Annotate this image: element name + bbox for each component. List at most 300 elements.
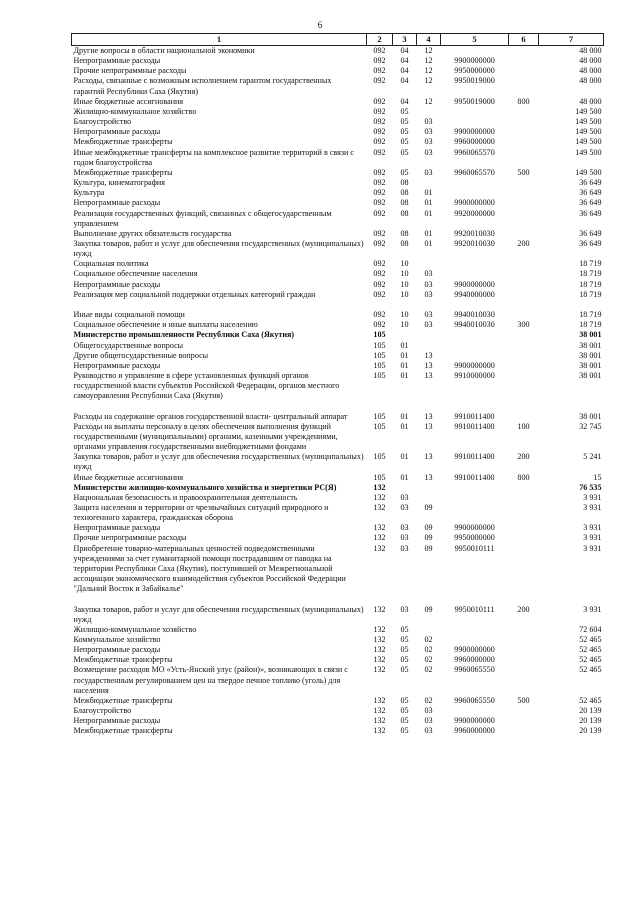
header-col-4: 4 [417,34,441,46]
cell-ministry-code: 105 [373,370,386,380]
cell-description: Жилищно-коммунальное хозяйство [73,624,197,634]
cell-expense-type [509,483,539,493]
cell-amount: 52 465 [579,645,602,655]
cell-description: Прочие непрограммные расходы [73,533,187,543]
cell-target-article: 9910011400 [454,472,495,482]
cell-target-article: 9950000000 [454,66,495,76]
cell-section: 05 [400,726,409,736]
cell-section: 08 [400,198,409,208]
cell-ministry-code: 132 [373,665,386,675]
cell-target-article: 9920000000 [454,208,495,218]
cell-description: Коммунальное хозяйство [73,635,161,645]
cell-expense-type [509,127,539,137]
cell-target-article [441,188,509,198]
cell-expense-type [509,107,539,117]
cell-ministry-code: 092 [373,238,386,248]
table-row [72,696,604,706]
table-row [72,148,604,168]
cell-amount: 3 931 [583,492,602,502]
cell-description: Жилищно-коммунальное хозяйство [73,106,197,116]
cell-amount: 38 001 [579,340,602,350]
cell-ministry-code: 132 [373,482,386,492]
cell-section: 08 [400,188,409,198]
cell-expense-type [509,66,539,76]
cell-description: Социальное обеспечение населения [73,269,198,279]
table-row [72,594,604,604]
cell-description: Расходы на содержание органов государственной власти- центральный аппарат [73,411,348,421]
cell-subsection: 03 [424,167,433,177]
table-row [72,127,604,137]
cell-ministry-code: 132 [373,645,386,655]
cell-expense-type [509,716,539,726]
cell-expense-type [509,290,539,300]
cell-description: Расходы на выплаты персоналу в целях обеспечения выполнения функций государственными (муниципальными) органами, казенными учреждениями, органами управления государственными внебюджетными фондами [73,421,338,452]
table-row [72,645,604,655]
cell-description: Межбюджетные трансферты [73,655,173,665]
table-row [72,259,604,269]
cell-section: 05 [400,147,409,157]
cell-subsection: 01 [424,198,433,208]
table-row [72,493,604,503]
cell-amount [539,300,604,310]
cell-subsection: 03 [424,269,433,279]
cell-subsection [417,493,441,503]
table-row [72,280,604,290]
cell-target-article: 9940010030 [454,310,495,320]
cell-section: 05 [400,137,409,147]
table-row [72,239,604,259]
cell-section: 01 [400,360,409,370]
cell-section: 05 [400,655,409,665]
cell-expense-type [509,46,539,57]
cell-ministry-code: 092 [373,188,386,198]
cell-section: 08 [400,208,409,218]
table-row [72,412,604,422]
cell-expense-type [509,56,539,66]
header-col-3: 3 [393,34,417,46]
budget-table [71,33,604,737]
cell-target-article [441,483,509,493]
cell-description: Министерство жилищно-коммунального хозяйства и энергетики РС(Я) [73,482,337,492]
cell-subsection [417,259,441,269]
cell-subsection: 13 [424,370,433,380]
cell-target-article: 9900000000 [454,716,495,726]
cell-target-article: 9950000000 [454,533,495,543]
cell-target-article [441,269,509,279]
cell-subsection: 03 [424,716,433,726]
cell-description: Социальное обеспечение и иные выплаты населению [73,320,258,330]
cell-target-article: 9900000000 [454,56,495,66]
header-col-7: 7 [539,34,604,46]
cell-description: Другие вопросы в области национальной экономики [73,46,255,55]
table-row [72,46,604,57]
cell-expense-type: 800 [517,96,530,106]
table-row [72,503,604,523]
cell-expense-type: 200 [517,238,530,248]
cell-amount: 36 649 [579,198,602,208]
cell-ministry-code: 092 [373,167,386,177]
cell-expense-type [509,76,539,96]
cell-subsection [417,594,441,604]
cell-target-article [441,594,509,604]
table-row [72,473,604,483]
cell-ministry-code: 092 [373,66,386,76]
cell-description: Реализация государственных функций, связанных с общегосударственным управлением [73,208,332,228]
cell-target-article: 9950019000 [454,96,495,106]
cell-expense-type [509,493,539,503]
cell-section: 05 [400,706,409,716]
cell-ministry-code: 092 [373,269,386,279]
cell-description: Национальная безопасность и правоохранительная деятельность [73,492,298,502]
table-row [72,635,604,645]
cell-target-article [441,178,509,188]
cell-subsection: 03 [424,289,433,299]
cell-amount: 38 001 [579,330,602,340]
cell-subsection: 03 [424,320,433,330]
cell-description: Социальная политика [73,259,149,269]
cell-amount: 20 139 [579,726,602,736]
cell-expense-type [509,209,539,229]
cell-subsection [417,401,441,411]
cell-section: 05 [400,624,409,634]
table-row [72,229,604,239]
cell-expense-type [509,533,539,543]
cell-expense-type: 800 [517,472,530,482]
cell-section [393,330,417,340]
cell-amount: 18 719 [579,259,602,269]
cell-description: Прочие непрограммные расходы [73,66,187,76]
cell-subsection: 03 [424,117,433,127]
cell-target-article: 9960065570 [454,147,495,157]
cell-ministry-code: 105 [373,340,386,350]
cell-target-article: 9910011400 [454,411,495,421]
cell-target-article: 9960065570 [454,167,495,177]
table-row [72,655,604,665]
cell-section: 03 [400,604,409,614]
cell-subsection: 01 [424,238,433,248]
cell-subsection: 02 [424,665,433,675]
cell-amount [539,401,604,411]
cell-subsection [417,483,441,493]
table-row [72,269,604,279]
cell-target-article: 9950019000 [454,76,495,86]
header-col-6: 6 [509,34,539,46]
table-row [72,209,604,229]
cell-expense-type [509,361,539,371]
cell-section: 04 [400,96,409,106]
cell-subsection: 03 [424,726,433,736]
cell-target-article [441,341,509,351]
cell-target-article: 9960000000 [454,726,495,736]
cell-subsection: 12 [424,96,433,106]
cell-expense-type [509,188,539,198]
table-row [72,56,604,66]
cell-expense-type [509,310,539,320]
table-row [72,706,604,716]
table-row [72,310,604,320]
cell-amount: 48 000 [579,96,602,106]
cell-description: Культура [73,188,105,198]
cell-section: 05 [400,665,409,675]
cell-description: Другие общегосударственные вопросы [73,350,209,360]
cell-amount: 48 000 [579,46,602,55]
cell-amount: 48 000 [579,76,602,86]
cell-section: 01 [400,472,409,482]
cell-ministry-code: 132 [373,726,386,736]
cell-description: Иные бюджетные ассигнования [73,96,184,106]
table-row [72,198,604,208]
cell-subsection [417,341,441,351]
cell-amount: 5 241 [583,452,602,462]
cell-expense-type [509,330,539,340]
cell-section [393,594,417,604]
cell-expense-type [509,401,539,411]
cell-description: Непрограммные расходы [73,716,161,726]
cell-subsection: 13 [424,411,433,421]
cell-ministry-code: 092 [373,289,386,299]
cell-ministry-code [367,401,393,411]
cell-amount: 52 465 [579,635,602,645]
cell-description: Непрограммные расходы [73,360,161,370]
cell-target-article: 9910011400 [454,421,495,431]
cell-section: 03 [400,523,409,533]
cell-subsection: 13 [424,472,433,482]
cell-ministry-code: 132 [373,533,386,543]
cell-ministry-code: 132 [373,655,386,665]
cell-target-article [441,706,509,716]
cell-expense-type [509,665,539,695]
cell-description: Иные виды социальной помощи [73,310,185,320]
cell-ministry-code: 092 [373,106,386,116]
cell-section: 10 [400,310,409,320]
cell-amount: 18 719 [579,269,602,279]
cell-subsection: 09 [424,503,433,512]
cell-amount: 3 931 [583,503,602,512]
cell-section [393,401,417,411]
table-row [72,320,604,330]
cell-expense-type [509,198,539,208]
cell-section: 05 [400,167,409,177]
cell-section: 10 [400,269,409,279]
cell-subsection: 03 [424,147,433,157]
cell-target-article [441,635,509,645]
cell-ministry-code: 092 [373,117,386,127]
cell-section: 05 [400,106,409,116]
cell-amount: 149 500 [575,137,602,147]
cell-target-article: 9900000000 [454,360,495,370]
table-row [72,452,604,472]
cell-ministry-code: 132 [373,706,386,716]
cell-section: 01 [400,340,409,350]
cell-target-article: 9940010030 [454,320,495,330]
cell-description [72,401,367,411]
cell-ministry-code: 092 [373,320,386,330]
cell-target-article [441,493,509,503]
cell-section: 08 [400,228,409,238]
cell-subsection: 12 [424,46,433,55]
cell-subsection: 13 [424,360,433,370]
table-row [72,137,604,147]
cell-ministry-code: 105 [373,472,386,482]
cell-amount: 72 604 [579,624,602,634]
table-header-row [72,34,604,46]
cell-amount: 36 649 [579,228,602,238]
cell-target-article: 9960065550 [454,695,495,705]
cell-ministry-code: 105 [373,360,386,370]
cell-description: Непрограммные расходы [73,523,161,533]
cell-expense-type [509,523,539,533]
cell-description: Межбюджетные трансферты [73,726,173,736]
table-row [72,371,604,401]
cell-ministry-code: 092 [373,279,386,289]
header-col-5: 5 [441,34,509,46]
table-row [72,665,604,695]
cell-section: 08 [400,238,409,248]
cell-expense-type [509,625,539,635]
cell-subsection: 01 [424,188,433,198]
cell-section: 10 [400,320,409,330]
cell-subsection: 13 [424,421,433,431]
header-col-2: 2 [367,34,393,46]
cell-target-article [441,107,509,117]
cell-section: 03 [400,503,409,512]
cell-section: 01 [400,411,409,421]
cell-amount: 38 001 [579,370,602,380]
cell-ministry-code: 092 [373,198,386,208]
cell-target-article [441,117,509,127]
cell-subsection: 09 [424,543,433,553]
cell-ministry-code: 092 [373,208,386,218]
table-row [72,625,604,635]
cell-description: Межбюджетные трансферты [73,137,173,147]
cell-expense-type: 200 [517,604,530,614]
cell-subsection [417,300,441,310]
cell-subsection: 03 [424,310,433,320]
cell-ministry-code: 092 [373,310,386,320]
cell-ministry-code: 105 [373,350,386,360]
cell-ministry-code: 092 [373,259,386,269]
cell-amount: 149 500 [575,106,602,116]
cell-description: Министерство промышленности Республики Саха (Якутия) [73,330,295,340]
cell-expense-type [509,726,539,736]
cell-description: Реализация мер социальной поддержки отдельных категорий граждан [73,289,316,299]
cell-target-article [441,330,509,340]
cell-expense-type: 200 [517,452,530,462]
cell-subsection: 03 [424,279,433,289]
cell-ministry-code: 105 [373,421,386,431]
cell-ministry-code: 092 [373,178,386,188]
cell-target-article: 9910000000 [454,370,495,380]
cell-amount: 52 465 [579,695,602,705]
cell-amount: 20 139 [579,716,602,726]
cell-expense-type [509,117,539,127]
cell-target-article: 9920010030 [454,238,495,248]
cell-ministry-code: 092 [373,127,386,137]
table-row [72,726,604,736]
cell-expense-type [509,269,539,279]
table-row [72,66,604,76]
cell-target-article [441,300,509,310]
table-row [72,117,604,127]
cell-expense-type [509,544,539,595]
cell-ministry-code: 132 [373,604,386,614]
cell-target-article [441,625,509,635]
cell-target-article: 9950010111 [454,604,495,614]
cell-ministry-code: 132 [373,624,386,634]
cell-target-article [441,503,509,523]
cell-subsection [417,330,441,340]
cell-expense-type [509,412,539,422]
cell-target-article: 9960000000 [454,137,495,147]
cell-section: 05 [400,695,409,705]
cell-expense-type [509,645,539,655]
cell-subsection: 03 [424,137,433,147]
cell-subsection: 01 [424,208,433,218]
cell-ministry-code: 132 [373,503,386,512]
table-row [72,422,604,452]
cell-expense-type: 500 [517,167,530,177]
table-row [72,544,604,595]
cell-ministry-code: 132 [373,695,386,705]
cell-description: Защита населения и территории от чрезвычайных ситуаций природного и техногенного характера, гражданская оборона [73,503,329,523]
cell-section: 03 [400,533,409,543]
cell-section: 01 [400,452,409,462]
cell-section [393,300,417,310]
cell-target-article: 9920010030 [454,228,495,238]
cell-target-article: 9960000000 [454,655,495,665]
cell-description: Иные межбюджетные трансферты на комплексное развитие территорий в связи с годом благоустройства [73,147,354,167]
cell-expense-type [509,371,539,401]
cell-ministry-code: 132 [373,635,386,645]
table-row [72,401,604,411]
table-row [72,523,604,533]
cell-target-article [441,259,509,269]
table-row [72,188,604,198]
cell-description: Непрограммные расходы [73,279,161,289]
cell-description: Закупка товаров, работ и услуг для обеспечения государственных (муниципальных) нужд [73,452,364,472]
cell-ministry-code [367,300,393,310]
cell-section: 10 [400,279,409,289]
cell-subsection: 02 [424,645,433,655]
cell-description [72,594,367,604]
cell-description: Непрограммные расходы [73,127,161,137]
cell-ministry-code: 092 [373,137,386,147]
cell-description: Общегосударственные вопросы [73,340,184,350]
cell-amount: 149 500 [575,167,602,177]
cell-amount: 52 465 [579,665,602,675]
cell-expense-type [509,594,539,604]
cell-description: Расходы, связанные с возможным исполнением гарантом государственных гарантий Республики Саха (Якутия) [73,76,332,96]
cell-amount [539,594,604,604]
cell-amount: 48 000 [579,56,602,66]
cell-description: Благоустройство [73,117,132,127]
cell-description: Иные бюджетные ассигнования [73,472,184,482]
cell-ministry-code: 105 [373,411,386,421]
cell-section: 08 [400,178,409,188]
cell-subsection: 09 [424,604,433,614]
cell-subsection: 13 [424,350,433,360]
cell-expense-type [509,148,539,168]
cell-ministry-code [367,594,393,604]
cell-subsection: 03 [424,127,433,137]
cell-target-article [441,401,509,411]
table-body [72,46,604,737]
cell-target-article [441,351,509,361]
cell-expense-type [509,280,539,290]
cell-section: 05 [400,117,409,127]
table-row [72,107,604,117]
cell-target-article: 9900000000 [454,127,495,137]
